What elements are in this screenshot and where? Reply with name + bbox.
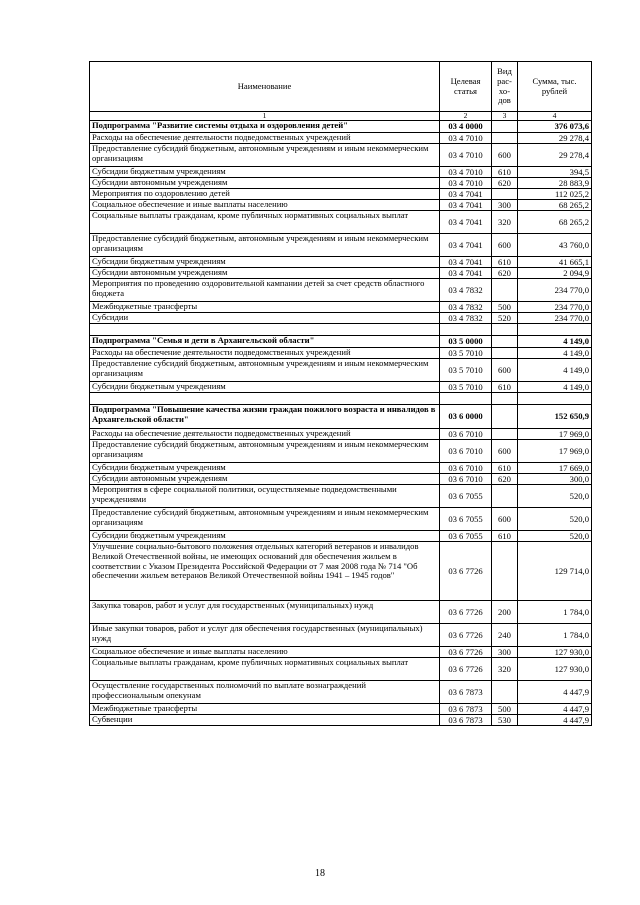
row-sum-cell: 520,0 <box>518 485 592 508</box>
budget-table <box>89 61 592 726</box>
row-type-cell: 610 <box>492 382 518 393</box>
row-name-cell: Межбюджетные трансферты <box>90 302 440 313</box>
row-sum-cell: 43 760,0 <box>518 234 592 257</box>
row-code-cell: 03 6 7726 <box>440 647 492 658</box>
row-type-cell <box>492 324 518 336</box>
table-row <box>90 715 592 726</box>
row-code-cell: 03 4 0000 <box>440 121 492 133</box>
row-code-cell: 03 6 0000 <box>440 405 492 429</box>
row-name-cell: Предоставление субсидий бюджетным, автономным учреждениям и иным некоммерческим организациям <box>90 234 440 257</box>
row-name-cell: Межбюджетные трансферты <box>90 704 440 715</box>
row-sum-cell: 4 149,0 <box>518 348 592 359</box>
row-name-cell: Осуществление государственных полномочий по выплате вознаграждений профессиональным опекунам <box>90 681 440 704</box>
row-code-cell: 03 6 7873 <box>440 715 492 726</box>
row-name-cell: Мероприятия в сфере социальной политики, осуществляемые подведомственными учреждениями <box>90 485 440 508</box>
row-sum-cell: 4 447,9 <box>518 681 592 704</box>
row-sum-cell: 520,0 <box>518 508 592 531</box>
row-sum-cell: 29 278,4 <box>518 144 592 167</box>
row-code-cell: 03 4 7041 <box>440 257 492 268</box>
row-type-cell: 610 <box>492 257 518 268</box>
table-row <box>90 647 592 658</box>
table-row <box>90 704 592 715</box>
table-row <box>90 234 592 257</box>
row-sum-cell: 4 149,0 <box>518 359 592 382</box>
row-type-cell: 320 <box>492 658 518 681</box>
row-name-cell: Субсидии бюджетным учреждениям <box>90 382 440 393</box>
row-type-cell <box>492 279 518 302</box>
row-code-cell <box>440 393 492 405</box>
row-name-cell: Субсидии автономным учреждениям <box>90 268 440 279</box>
row-name-cell <box>90 393 440 405</box>
row-code-cell: 03 6 7726 <box>440 601 492 624</box>
row-type-cell: 620 <box>492 268 518 279</box>
row-type-cell: 600 <box>492 440 518 463</box>
table-row <box>90 405 592 429</box>
row-code-cell: 03 4 7010 <box>440 133 492 144</box>
row-type-cell: 320 <box>492 211 518 234</box>
column-index: 3 <box>492 112 518 121</box>
row-type-cell <box>492 681 518 704</box>
row-type-cell <box>492 348 518 359</box>
row-name-cell <box>90 324 440 336</box>
row-sum-cell: 68 265,2 <box>518 200 592 211</box>
row-code-cell: 03 5 0000 <box>440 336 492 348</box>
table-row <box>90 189 592 200</box>
row-name-cell: Мероприятия по проведению оздоровительной кампании детей за счет средств областного бюджета <box>90 279 440 302</box>
row-type-cell: 600 <box>492 359 518 382</box>
row-name-cell: Подпрограмма "Семья и дети в Архангельской области" <box>90 336 440 348</box>
page-number: 18 <box>315 868 325 879</box>
table-row <box>90 336 592 348</box>
column-index: 4 <box>518 112 592 121</box>
row-name-cell: Расходы на обеспечение деятельности подведомственных учреждений <box>90 133 440 144</box>
table-row <box>90 440 592 463</box>
row-type-cell <box>492 429 518 440</box>
row-code-cell: 03 4 7832 <box>440 313 492 324</box>
row-code-cell: 03 4 7010 <box>440 144 492 167</box>
row-name-cell: Предоставление субсидий бюджетным, автономным учреждениям и иным некоммерческим организациям <box>90 359 440 382</box>
row-type-cell <box>492 336 518 348</box>
row-type-cell: 620 <box>492 474 518 485</box>
row-name-cell: Мероприятия по оздоровлению детей <box>90 189 440 200</box>
row-name-cell: Субсидии автономным учреждениям <box>90 178 440 189</box>
row-name-cell: Расходы на обеспечение деятельности подведомственных учреждений <box>90 429 440 440</box>
row-name-cell: Подпрограмма "Повышение качества жизни граждан пожилого возраста и инвалидов в Архангельской области" <box>90 405 440 429</box>
row-type-cell: 500 <box>492 704 518 715</box>
row-type-cell <box>492 542 518 601</box>
row-sum-cell: 2 094,9 <box>518 268 592 279</box>
row-sum-cell: 376 073,6 <box>518 121 592 133</box>
row-name-cell: Субсидии <box>90 313 440 324</box>
table-row <box>90 531 592 542</box>
table-row <box>90 393 592 405</box>
row-code-cell: 03 6 7055 <box>440 508 492 531</box>
row-code-cell: 03 6 7010 <box>440 440 492 463</box>
table-row <box>90 200 592 211</box>
row-sum-cell: 29 278,4 <box>518 133 592 144</box>
row-name-cell: Субсидии бюджетным учреждениям <box>90 167 440 178</box>
row-code-cell: 03 4 7041 <box>440 200 492 211</box>
table-row <box>90 429 592 440</box>
row-sum-cell: 152 650,9 <box>518 405 592 429</box>
row-code-cell: 03 4 7010 <box>440 167 492 178</box>
table-row <box>90 211 592 234</box>
row-code-cell: 03 5 7010 <box>440 359 492 382</box>
row-name-cell: Улучшение социально-бытового положения отдельных категорий ветеранов и инвалидов Великой Отечественной войны, не имеющих оснований для обеспечения жильем в соответствии с Указом Президента Российской Федерации от 7 мая 2008 года № 714 "Об обеспечении жильем ветеранов Великой Отечественной войны 1941 – 1945 годов" <box>90 542 440 601</box>
header-type-part: Вид <box>497 66 512 77</box>
row-name-cell: Предоставление субсидий бюджетным, автономным учреждениям и иным некоммерческим организациям <box>90 144 440 167</box>
row-type-cell <box>492 485 518 508</box>
row-type-cell: 300 <box>492 647 518 658</box>
row-type-cell: 520 <box>492 313 518 324</box>
row-type-cell: 600 <box>492 144 518 167</box>
row-name-cell: Социальные выплаты гражданам, кроме публичных нормативных социальных выплат <box>90 658 440 681</box>
table-row <box>90 382 592 393</box>
row-sum-cell: 68 265,2 <box>518 211 592 234</box>
table-row <box>90 542 592 601</box>
row-code-cell: 03 6 7055 <box>440 531 492 542</box>
row-sum-cell <box>518 393 592 405</box>
row-code-cell: 03 5 7010 <box>440 348 492 359</box>
column-index: 2 <box>440 112 492 121</box>
row-sum-cell: 234 770,0 <box>518 279 592 302</box>
row-name-cell: Субсидии автономным учреждениям <box>90 474 440 485</box>
row-sum-cell: 1 784,0 <box>518 624 592 647</box>
row-name-cell: Иные закупки товаров, работ и услуг для обеспечения государственных (муниципальных) нужд <box>90 624 440 647</box>
table-row <box>90 121 592 133</box>
table-row <box>90 658 592 681</box>
row-code-cell: 03 6 7010 <box>440 429 492 440</box>
table-row <box>90 178 592 189</box>
header-type-part: рас- <box>497 75 512 86</box>
row-type-cell: 620 <box>492 178 518 189</box>
row-code-cell: 03 6 7055 <box>440 485 492 508</box>
row-name-cell: Социальные выплаты гражданам, кроме публичных нормативных социальных выплат <box>90 211 440 234</box>
header-type-part: хо- <box>498 85 511 96</box>
row-type-cell <box>492 189 518 200</box>
row-code-cell: 03 4 7832 <box>440 302 492 313</box>
row-name-cell: Закупка товаров, работ и услуг для государственных (муниципальных) нужд <box>90 601 440 624</box>
row-code-cell: 03 4 7041 <box>440 268 492 279</box>
row-code-cell <box>440 324 492 336</box>
row-code-cell: 03 4 7010 <box>440 178 492 189</box>
table-row <box>90 348 592 359</box>
table-row <box>90 485 592 508</box>
row-name-cell: Расходы на обеспечение деятельности подведомственных учреждений <box>90 348 440 359</box>
table-row <box>90 257 592 268</box>
header-type-part: дов <box>498 95 511 106</box>
row-name-cell: Подпрограмма "Развитие системы отдыха и оздоровления детей" <box>90 121 440 133</box>
table-row <box>90 268 592 279</box>
row-type-cell <box>492 121 518 133</box>
row-code-cell: 03 6 7873 <box>440 704 492 715</box>
table-row <box>90 279 592 302</box>
row-type-cell: 240 <box>492 624 518 647</box>
row-sum-cell: 1 784,0 <box>518 601 592 624</box>
row-type-cell <box>492 393 518 405</box>
table-row <box>90 601 592 624</box>
header-name: Наименование <box>90 62 440 112</box>
row-name-cell: Субвенции <box>90 715 440 726</box>
row-code-cell: 03 4 7832 <box>440 279 492 302</box>
row-type-cell: 610 <box>492 167 518 178</box>
table-row <box>90 324 592 336</box>
row-code-cell: 03 6 7873 <box>440 681 492 704</box>
row-sum-cell: 520,0 <box>518 531 592 542</box>
row-name-cell: Социальное обеспечение и иные выплаты населению <box>90 200 440 211</box>
table-row <box>90 681 592 704</box>
row-sum-cell: 4 149,0 <box>518 382 592 393</box>
row-type-cell: 300 <box>492 200 518 211</box>
row-code-cell: 03 6 7010 <box>440 474 492 485</box>
table-row <box>90 133 592 144</box>
row-sum-cell: 394,5 <box>518 167 592 178</box>
row-sum-cell: 129 714,0 <box>518 542 592 601</box>
row-sum-cell: 17 969,0 <box>518 440 592 463</box>
row-sum-cell: 234 770,0 <box>518 302 592 313</box>
row-type-cell: 610 <box>492 463 518 474</box>
row-sum-cell: 300,0 <box>518 474 592 485</box>
row-type-cell <box>492 133 518 144</box>
row-name-cell: Предоставление субсидий бюджетным, автономным учреждениям и иным некоммерческим организациям <box>90 508 440 531</box>
table-row <box>90 302 592 313</box>
row-name-cell: Предоставление субсидий бюджетным, автономным учреждениям и иным некоммерческим организациям <box>90 440 440 463</box>
row-sum-cell: 4 447,9 <box>518 715 592 726</box>
row-code-cell: 03 4 7041 <box>440 211 492 234</box>
row-code-cell: 03 6 7726 <box>440 624 492 647</box>
row-name-cell: Субсидии бюджетным учреждениям <box>90 531 440 542</box>
row-sum-cell: 4 149,0 <box>518 336 592 348</box>
row-code-cell: 03 4 7041 <box>440 189 492 200</box>
row-type-cell: 610 <box>492 531 518 542</box>
row-type-cell: 530 <box>492 715 518 726</box>
row-type-cell: 200 <box>492 601 518 624</box>
row-sum-cell: 112 025,2 <box>518 189 592 200</box>
column-index-row <box>90 112 592 121</box>
table-row <box>90 144 592 167</box>
row-sum-cell: 234 770,0 <box>518 313 592 324</box>
table-row <box>90 474 592 485</box>
table-header-row <box>90 62 592 112</box>
row-sum-cell: 17 969,0 <box>518 429 592 440</box>
table-row <box>90 508 592 531</box>
row-code-cell: 03 6 7726 <box>440 658 492 681</box>
table-row <box>90 313 592 324</box>
row-code-cell: 03 6 7010 <box>440 463 492 474</box>
table-row <box>90 624 592 647</box>
row-type-cell: 600 <box>492 508 518 531</box>
row-name-cell: Социальное обеспечение и иные выплаты населению <box>90 647 440 658</box>
row-sum-cell <box>518 324 592 336</box>
table-row <box>90 359 592 382</box>
table-body <box>90 121 592 726</box>
column-index: 1 <box>90 112 440 121</box>
header-type <box>492 62 518 112</box>
row-sum-cell: 127 930,0 <box>518 658 592 681</box>
row-name-cell: Субсидии бюджетным учреждениям <box>90 463 440 474</box>
header-sum: Сумма, тыс. рублей <box>518 62 592 112</box>
row-sum-cell: 17 669,0 <box>518 463 592 474</box>
row-code-cell: 03 4 7041 <box>440 234 492 257</box>
table-row <box>90 167 592 178</box>
row-sum-cell: 28 883,9 <box>518 178 592 189</box>
row-type-cell: 600 <box>492 234 518 257</box>
row-sum-cell: 41 665,1 <box>518 257 592 268</box>
header-code: Целевая статья <box>440 62 492 112</box>
row-sum-cell: 4 447,9 <box>518 704 592 715</box>
row-name-cell: Субсидии бюджетным учреждениям <box>90 257 440 268</box>
row-sum-cell: 127 930,0 <box>518 647 592 658</box>
row-code-cell: 03 5 7010 <box>440 382 492 393</box>
row-code-cell: 03 6 7726 <box>440 542 492 601</box>
row-type-cell <box>492 405 518 429</box>
table-row <box>90 463 592 474</box>
row-type-cell: 500 <box>492 302 518 313</box>
